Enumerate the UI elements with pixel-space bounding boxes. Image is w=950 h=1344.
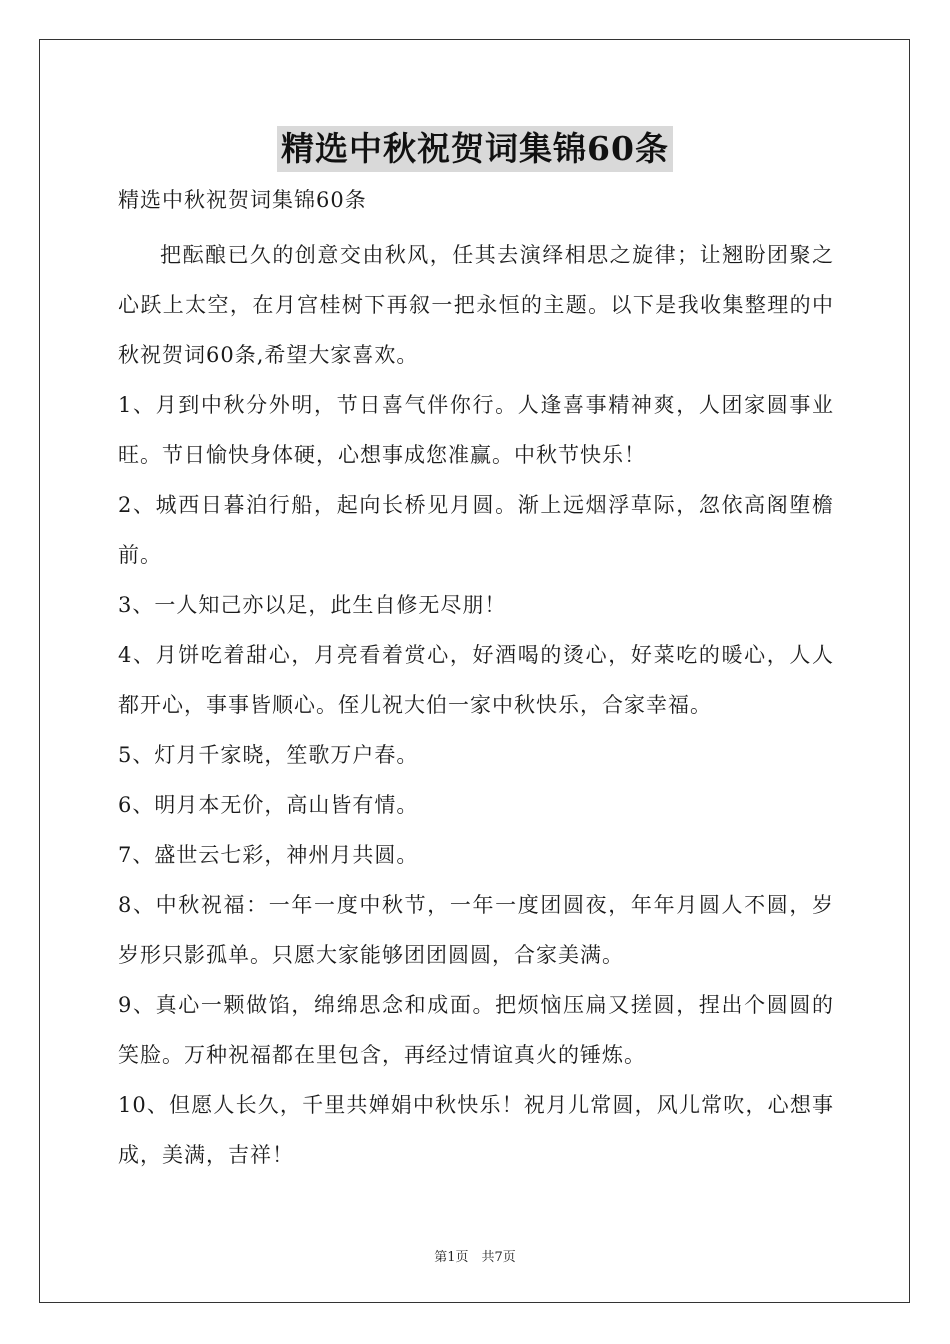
list-item: 10、但愿人长久，千里共婵娟中秋快乐！祝月儿常圆，风儿常吹，心想事成，美满，吉祥！	[118, 1093, 834, 1167]
intro-paragraph: 把酝酿已久的创意交由秋风，任其去演绎相思之旋律；让翘盼团聚之心跃上太空，在月宫桂树下再叙一把永恒的主题。以下是我收集整理的中秋祝贺词60条,希望大家喜欢。	[118, 243, 834, 367]
document-subtitle: 精选中秋祝贺词集锦60条	[118, 188, 367, 212]
list-item: 4、月饼吃着甜心，月亮看着赏心，好酒喝的烫心，好菜吃的暖心，人人都开心，事事皆顺心。侄儿祝大伯一家中秋快乐，合家幸福。	[118, 643, 834, 717]
list-item: 8、中秋祝福：一年一度中秋节，一年一度团圆夜，年年月圆人不圆，岁岁形只影孤单。只愿大家能够团团圆圆，合家美满。	[118, 893, 834, 967]
document-body	[118, 182, 834, 1180]
document-title: 精选中秋祝贺词集锦60条	[277, 126, 673, 172]
title-container	[0, 126, 950, 172]
list-item: 1、月到中秋分外明，节日喜气伴你行。人逢喜事精神爽，人团家圆事业旺。节日愉快身体硬，心想事成您准赢。中秋节快乐！	[118, 393, 834, 467]
list-item: 7、盛世云七彩，神州月共圆。	[118, 843, 419, 867]
list-item: 3、一人知己亦以足，此生自修无尽朋！	[118, 593, 507, 617]
page-number: 第1页 共7页	[434, 1250, 516, 1265]
list-item: 5、灯月千家晓，笙歌万户春。	[118, 743, 419, 767]
list-item: 9、真心一颗做馅，绵绵思念和成面。把烦恼压扁又搓圆，捏出个圆圆的笑脸。万种祝福都在里包含，再经过情谊真火的锤炼。	[118, 993, 834, 1067]
list-item: 6、明月本无价，高山皆有情。	[118, 793, 419, 817]
list-item: 2、城西日暮泊行船，起向长桥见月圆。渐上远烟浮草际，忽依高阁堕檐前。	[118, 493, 834, 567]
